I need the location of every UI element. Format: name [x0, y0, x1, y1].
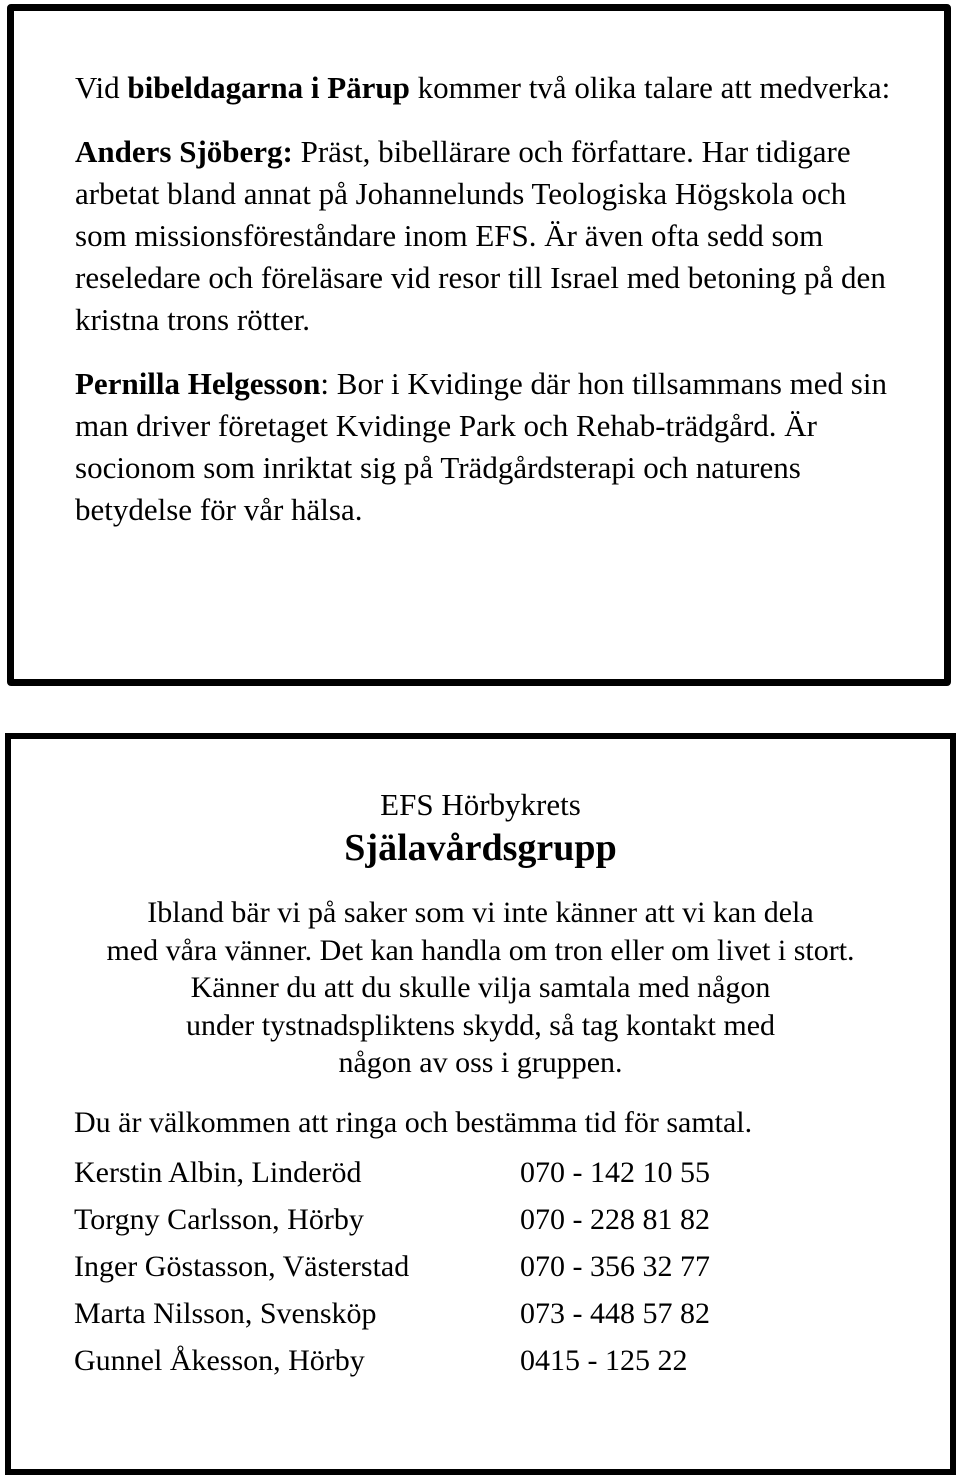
contact-row	[74, 1247, 710, 1294]
speaker-bio: : Bor i Kvidinge där hon tillsammans med sin man driver företaget Kvidinge Park och Rehab-trädgård. Är socionom som inriktat sig på Trädgårdsterapi och naturens betydelse för vår hälsa.	[75, 366, 887, 527]
intro-pre: Vid	[75, 70, 128, 105]
contact-row	[74, 1153, 710, 1200]
group-title: Själavårdsgrupp	[344, 827, 617, 869]
intro-line: med våra vänner. Det kan handla om tron eller om livet i stort.	[106, 933, 855, 967]
contact-name: Inger Göstasson, Västerstad	[74, 1250, 410, 1283]
welcome-text: Du är välkommen att ringa och bestämma tid för samtal.	[74, 1106, 753, 1139]
contact-name: Torgny Carlsson, Hörby	[74, 1203, 364, 1236]
contact-phone: 070 - 356 32 77	[520, 1250, 710, 1283]
counseling-intro	[11, 894, 950, 1082]
intro-line: någon av oss i gruppen.	[338, 1046, 623, 1079]
speaker-bio: Präst, bibellärare och författare. Har tidigare arbetat bland annat på Johannelunds Teologiska Högskola och som missionsföreståndare inom EFS. Är även ofta sedd som reseledare och föreläsare vid resor till Israel med betoning på den kristna trons rötter.	[75, 134, 886, 337]
intro-line: Ibland bär vi på saker som vi inte känner att vi kan dela	[147, 896, 814, 929]
speakers-content	[75, 67, 905, 531]
speaker-name: Pernilla Helgesson	[75, 366, 321, 401]
contact-phone: 073 - 448 57 82	[520, 1297, 710, 1330]
contact-row	[74, 1200, 710, 1247]
speaker-name: Anders Sjöberg:	[75, 134, 293, 169]
event-name: bibeldagarna i Pärup	[127, 70, 410, 105]
contact-phone: 070 - 142 10 55	[520, 1156, 710, 1189]
speakers-box	[7, 4, 951, 686]
contact-phone: 0415 - 125 22	[520, 1344, 688, 1377]
contact-list	[74, 1153, 710, 1388]
contact-name: Kerstin Albin, Linderöd	[74, 1156, 362, 1189]
contact-row	[74, 1294, 710, 1341]
speaker-paragraph	[75, 363, 905, 531]
organization-name: EFS Hörbykrets	[380, 787, 581, 822]
contact-name: Gunnel Åkesson, Hörby	[74, 1344, 365, 1377]
intro-line: under tystnadspliktens skydd, så tag kontakt med	[185, 1008, 776, 1042]
intro-post: kommer två olika talare att medverka:	[409, 70, 891, 105]
contact-row	[74, 1341, 710, 1388]
speakers-intro	[75, 67, 905, 109]
speaker-paragraph	[75, 131, 905, 341]
intro-line: Känner du att du skulle vilja samtala med någon	[190, 971, 771, 1004]
contact-phone: 070 - 228 81 82	[520, 1203, 710, 1236]
contact-name: Marta Nilsson, Svensköp	[74, 1297, 377, 1330]
counseling-box	[5, 733, 956, 1475]
